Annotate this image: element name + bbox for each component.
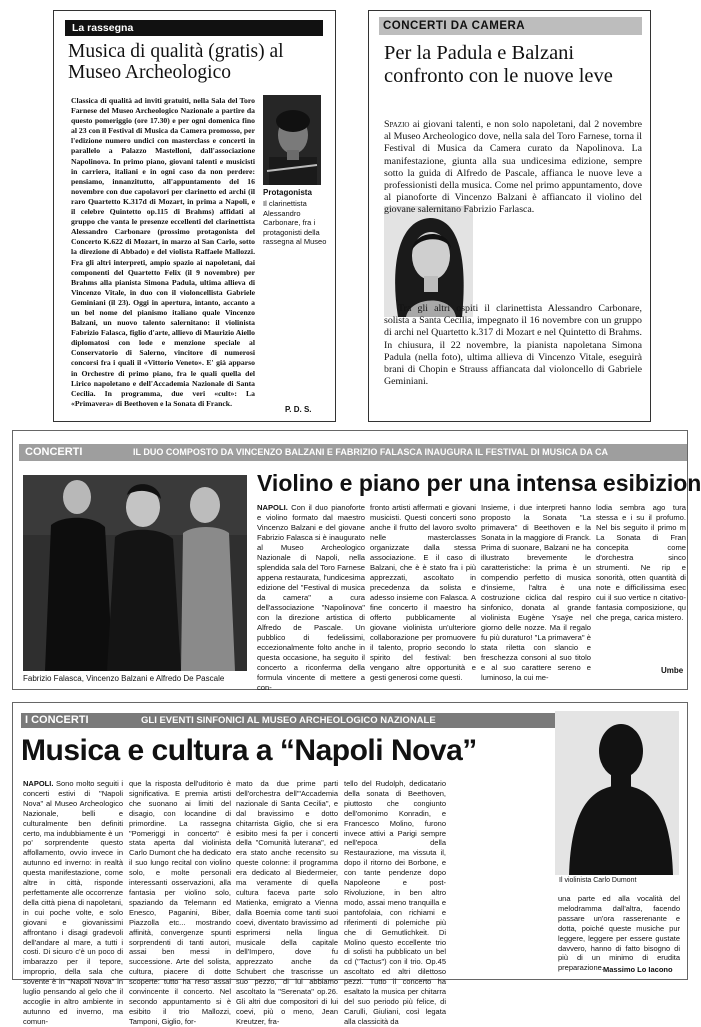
section-label: CONCERTI bbox=[25, 446, 83, 458]
section-label: CONCERTI DA CAMERA bbox=[383, 20, 526, 32]
clip-concerti-da-camera bbox=[368, 10, 651, 422]
author-signature: Umbe bbox=[661, 666, 684, 675]
dateline: NAPOLI. bbox=[23, 779, 54, 788]
article-col-3: Insieme, i due interpreti hanno proposto la Sonata "La primavera" di Beethoven e la Sonata in la maggiore di Franck. Prima di suonare, Balzani ne ha illustrato brevemente le caratteristiche: la prima è un compendio perfetto di musica d'insieme, l'altra è una costruzione ciclica dal respiro sinfonico, donata al grande violinista Eugène Ysaÿe nel giorno delle nozze. Ma il regalo fu più duraturo! "La primavera" è stata riletta con slancio e freschezza consoni al suo titolo e al suo carattere sereno e luminoso, la cui me- bbox=[481, 503, 591, 682]
section-label: La rassegna bbox=[72, 22, 134, 34]
carlo-dumont-photo bbox=[555, 711, 679, 875]
lead-caps: Spazio bbox=[384, 119, 410, 130]
photo-caption: Fabrizio Falasca, Vincenzo Balzani e Alfredo De Pascale bbox=[23, 674, 225, 683]
musicians-illustration bbox=[23, 475, 247, 671]
article-body-part1 bbox=[384, 119, 642, 216]
dateline: NAPOLI. bbox=[257, 503, 288, 512]
caption-title: Protagonista bbox=[263, 188, 312, 197]
article-col-5: una parte ed alla vocalità del melodramma dall'altra, facendo passare un'ora rasserenante e dotta, poiché queste musiche pur leggere, leggere per essere gustate davvero, hanno di fatto bisogno di più di un minimo di erudita preparazione. bbox=[558, 894, 680, 973]
portrait-illustration bbox=[384, 206, 473, 317]
article-body: Classica di qualità ad inviti gratuiti, nella Sala del Toro Farnese del Museo Archeologico Nazionale a partire da questo pomeriggio (ore 17.30) e per ogni domenica fino al 23 con il Festival di Musica da Camera promosso, per l'edizione numero undici con masterclass e concerti in parallelo a Palazzo Mastelloni, dall'associazione Napolinova. In primo piano, giovani talenti e musicisti in carriera, italiani e in ogni caso da non perdere: pensiamo, innanzitutto, all'appuntamento del 16 novembre con due capolavori per clarinetto ed archi (il raro Quartetto K.317d di Mozart, in prima a Napoli, e il celebre Quintetto op.115 di Brahms) affidati al gruppo che vanta le presenze eccellenti del clarinettista Alessandro Carbonare (prossimo protagonista del Concerto K.622 di Mozart, in marzo al San Carlo, sotto la direzione di Abbado) e del violista Raffaele Mallozzi. Fra gli altri interpreti, ampio spazio ai napoletani, dai componenti del Quartetto Felix (il 9 novembre) per Brahms alla pianista Simona Padula, ultima allieva di Vincenzo Vitale, in duo con il violoncellista Gabriele Geminiani (il 23). Oggi in apertura, intanto, accanto a un bel nome del pianismo italiano quale Vincenzo Balzani, un nuovo talento salernitano: il violinista Fabrizio Falasca, figlio d'arte, allievo di Maurizio Aiello diplomatosi con lode e menzione speciale al Conservatorio di Salerno, vincitore di numerosi concorsi fra i quali il «Vittorio Veneto». E' già apparso in Orchestre di primo piano, fra le quali quella del Lirico napoletano e dell'Accademia Nazionale di Santa Cecilia. In programma, due veri «cult»: La «Primavera» di Beethoven e la Sonata di Franck. bbox=[71, 96, 255, 408]
section-label: I CONCERTI bbox=[25, 714, 89, 726]
headline: Per la Padula e Balzani confronto con le nuove leve bbox=[384, 42, 613, 87]
silhouette-illustration bbox=[555, 711, 679, 875]
article-text: Con il duo pianoforte e violino formato dal maestro Vincenzo Balzani e del giovane Fabrizio Falasca si è inaugurato al Museo Archeologico Nazionale di Napoli, nella splendida sala del Toro Farnese appena restaurata, l'undicesima edizione del "Festival di musica da camera" a cura dell'associazione "Napolinova" con la direzione artistica di Alfredo de Pascale. Un pubblico di fedelissimi, eccezionalmente folto anche in questa occasione, ha seguito il concerto a riconferma della formula vincente di mettere a con- bbox=[257, 503, 365, 692]
clip-concerti-violino-piano bbox=[12, 430, 701, 692]
headline: Musica di qualità (gratis) al Museo Archeologico bbox=[68, 41, 284, 83]
article-col-2: fronto artisti affermati e giovani musicisti. Questi concerti sono anche il frutto del lavoro svolto nelle masterclasses organizzate dalla stessa associazione. E il caso di Balzani, che è è stato fra i più apprezzati, ascoltato in precedenza da solista e adesso insieme con Falasca. A fine concerto il maestro ha offerto pubblicamente al giovane violinista un'ulteriore collaborazione per promuovere il talento, proprio secondo lo spirito del festival: ben vengano altre opportunità e gesti generosi come questi. bbox=[370, 503, 476, 682]
headline: Violino e piano per una intensa esibizion bbox=[257, 470, 701, 496]
author-signature: P. D. S. bbox=[285, 405, 312, 414]
portrait-illustration bbox=[263, 95, 321, 185]
article-col-1 bbox=[257, 503, 365, 692]
kicker: GLI EVENTI SINFONICI AL MUSEO ARCHEOLOGICO NAZIONALE bbox=[141, 715, 436, 726]
author-signature: Massimo Lo Iacono bbox=[603, 965, 673, 974]
article-text: Sono molto seguiti i concerti estivi di "Napoli Nova" al Museo Archeologico Nazionale, belli e culturalmente ben definiti certo, ma indubbiamente è un po' sorprendente questo affollamento, ovvio invece in autunno ed inverno: in realtà questa manifestazione, come altre in città, risponde perfettamente alle occorrenze della città piena di napoletani, in cui poche volte, e solo giovani e giovanissimi affrontano i disagi gradevoli dell'andare al mare, a tutti i costi. Di sicuro c'è un poco di imbarazzo per il tepore, improprio, della sala che sovente è in "Napoli Nova" in luglio pensando al gelo che il accoglie in altro ambiente in autunno ed inverno, ma comun- bbox=[23, 779, 123, 1026]
article-body-part2: Tra gli altri ospiti il clarinettista Alessandro Carbonare, solista a Santa Cecilia, impegnato il 16 novembre con un gruppo di archi nel Quartetto k.317 di Mozart e nel Quintetto di Brahms. In chiusura, il 22 novembre, la pianista napoletana Simona Padula (nella foto), ultima allieva di Vincenzo Vitale, eseguirà brani di Chopin e Strauss affiancata dal violoncello di Gabriele Geminiani. bbox=[384, 303, 642, 388]
portrait-photo bbox=[263, 95, 321, 185]
article-col-4: lodia sembra ago tura stessa e i su il profumo. Nel bis seguito il primo m La Sonata di Fran concepita come d'orchestra sinco strumenti. Ne rip e sonorità, otten quantità di note e difficilissima esec cui il suo vertice n citativo-fantasia composizione, qu che prega, carica mistero. bbox=[596, 503, 686, 622]
three-musicians-photo bbox=[23, 475, 247, 671]
article-col-4: tello del Rudolph, dedicatario della sonata di Beethoven, piuttosto che congiunto dell'omonimo Konradin, e Francesco Molino, furono invece attivi a Parigi sempre nell'epoca della Restaurazione, ma vissuta il, dopo il ritorno dei Borbone, e con tante pendenze dopo Napoleone e post-Rivoluzione, in ben altro modo, assai meno tranquilla e pantofolaia, con richiami e riferimenti di polemiche più che di Gemutlichkeit. Di Molino questo eccellente trio di solisti ha pubblicato un bel cd ("Tactus") con il trio. Op.45 ascoltato ed altri dilettoso pezzi. Tutto il concerto ha esaltato la musica per chitarra del suo periodo più felice, di Carulli, Giuliani, così legata alla classicità da bbox=[344, 779, 446, 1026]
headline: Musica e cultura a “Napoli Nova” bbox=[21, 734, 477, 767]
article-col-1 bbox=[23, 779, 123, 1026]
article-body: ai giovani talenti, e non solo napoletani, dal 2 novembre al Museo Archeologico dove, nella sala del Toro Farnese, torna il Festival di Musica da Camera curato da Napolinova. La manifestazione, giunta alla sua undicesima edizione, sempre sotto la guida di Alfredo de Pascale, affianca le nuove leve a professionisti della musica. Come nel primo appuntamento, dove al pianoforte di Vincenzo Balzani è affiancato il violino del giovane salernitano Fabrizio Farlasca. bbox=[384, 119, 642, 216]
photo-caption: Il violinista Carlo Dumont bbox=[559, 877, 637, 884]
clip-la-rassegna bbox=[53, 10, 336, 422]
article-col-3: mato da due prime parti dell'orchestra dell'"Accademia nazionale di Santa Cecilia", e dal bravissimo e dotto chitarrista Giglio, che si era esibito mesi fa per i concerti della "Comunità luterana", ed era stato anche recensito su queste colonne: il programma era dedicato al Biedermeier, ma veramente di quella cultura faceva parte solo Matienka, emigrato a Vienna dalla Boemia come tanti suoi coevi, diventato bravissimo ad esprimersi nella lingua musicale della capitale dell'Impero, dove fu apprezzato anche da Schubert che trascrisse un suo pezzo, di lui abbiamo ascoltato la "Serenata" op.26. Gli altri due compositori di lui coevi, più o meno, Jean Kreutzer, fra- bbox=[236, 779, 338, 1026]
photo-caption: Il clarinettista Alessandro Carbonare, fra i protagonisti della rassegna al Museo bbox=[263, 199, 327, 246]
kicker: IL DUO COMPOSTO DA VINCENZO BALZANI E FABRIZIO FALASCA INAUGURA IL FESTIVAL DI MUSICA DA CA bbox=[133, 447, 609, 457]
simona-padula-photo bbox=[384, 206, 473, 317]
article-col-2: que la risposta dell'uditorio è significativa. E premia artisti che suonano ai limiti del disagio, con locandine di primordine. La rassegna "Pomeriggi in concerto" è stata aperta dal violinista Carlo Dumont che ha dedicato il suo lungo recital con violino solo, e molte personali interessanti osservazioni, alla fantasia per violino solo, spaziando da Telemann ed Enesco, Paganini, Biber, Piazzolla etc... mostrando affinità, convergenze spunti sorprendenti di tanti autori, assai ben messi in successione. Arte del solista, cultura, piacere di dotte scoperte: tutto ha reso assai convincente il concerto. Nel secondo appuntamento si è esibito il trio Mallozzi, Tamponi, Giglio, for- bbox=[129, 779, 231, 1026]
clip-napoli-nova bbox=[12, 702, 688, 1026]
